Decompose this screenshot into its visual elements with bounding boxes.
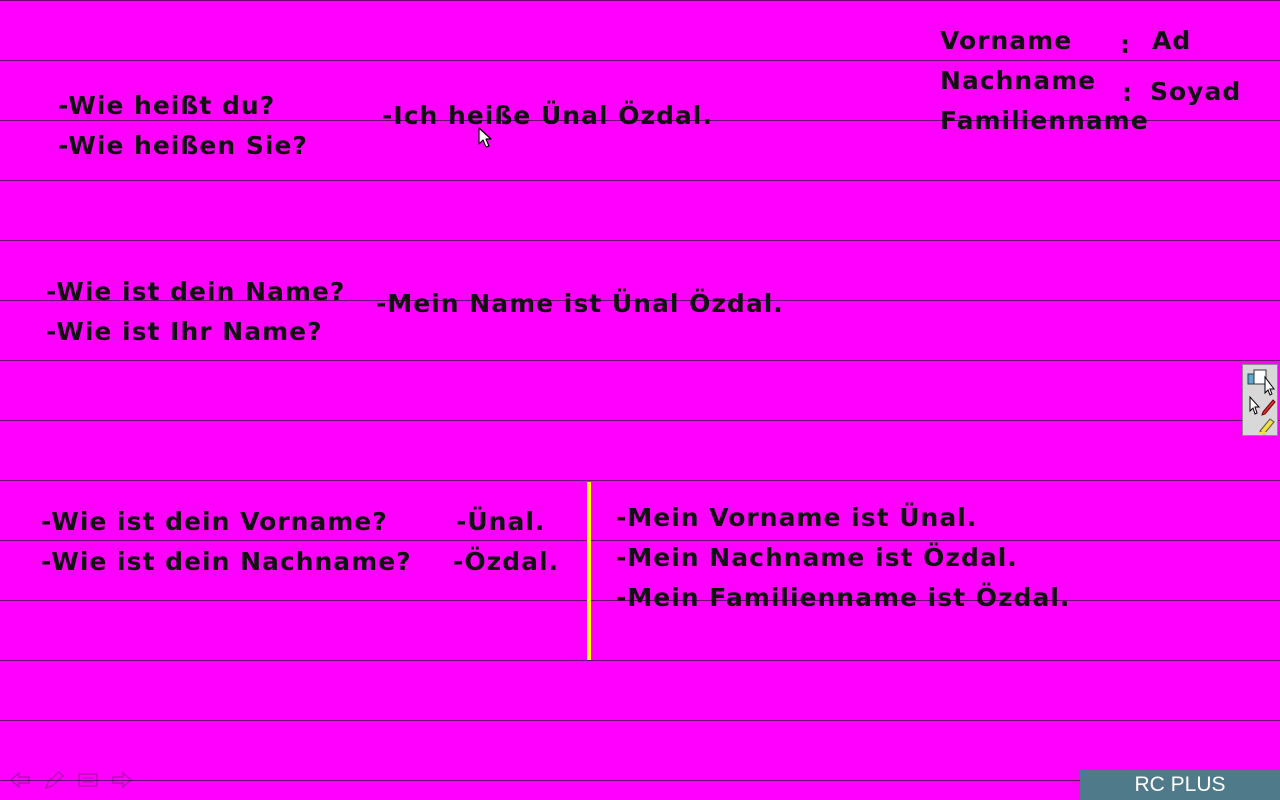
- forward-arrow-icon[interactable]: [110, 768, 134, 792]
- divider-line: [587, 482, 591, 660]
- menu-icon[interactable]: [76, 768, 100, 792]
- pen-icon[interactable]: [42, 768, 66, 792]
- question-wie-ist-dein-vorname: -Wie ist dein Vorname?: [41, 507, 388, 536]
- answer-mein-name: -Mein Name ist Ünal Özdal.: [376, 289, 784, 318]
- glossary-nachname: Nachname: [940, 66, 1097, 95]
- slide-navigation: [8, 768, 134, 792]
- glossary-familienname: Familienname: [940, 106, 1149, 135]
- highlighter-icon[interactable]: [1246, 415, 1276, 445]
- question-wie-heissen-sie: -Wie heißen Sie?: [58, 131, 308, 160]
- question-wie-ist-dein-name: -Wie ist dein Name?: [46, 277, 346, 306]
- mouse-cursor-icon: [478, 127, 492, 149]
- answer-mein-vorname: -Mein Vorname ist Ünal.: [616, 503, 978, 532]
- answer-ozdal: -Özdal.: [453, 547, 560, 576]
- glossary-vorname: Vorname: [940, 26, 1073, 55]
- glossary-soyad: Soyad: [1150, 77, 1242, 106]
- glossary-ad: Ad: [1152, 26, 1192, 55]
- glossary-colon-ad: :: [1120, 30, 1131, 59]
- answer-mein-nachname: -Mein Nachname ist Özdal.: [616, 543, 1018, 572]
- answer-unal: -Ünal.: [456, 507, 546, 536]
- question-wie-ist-ihr-name: -Wie ist Ihr Name?: [46, 317, 323, 346]
- answer-mein-familienname: -Mein Familienname ist Özdal.: [616, 583, 1071, 612]
- back-arrow-icon[interactable]: [8, 768, 32, 792]
- question-wie-ist-dein-nachname: -Wie ist dein Nachname?: [41, 547, 412, 576]
- glossary-colon-soyad: :: [1122, 78, 1133, 107]
- question-wie-heisst-du: -Wie heißt du?: [58, 91, 276, 120]
- answer-ich-heisse: -Ich heiße Ünal Özdal.: [382, 101, 713, 130]
- brand-label: RC PLUS: [1080, 770, 1280, 800]
- screen-pointer-icon[interactable]: [1246, 367, 1276, 397]
- floating-toolbar: [1242, 364, 1278, 436]
